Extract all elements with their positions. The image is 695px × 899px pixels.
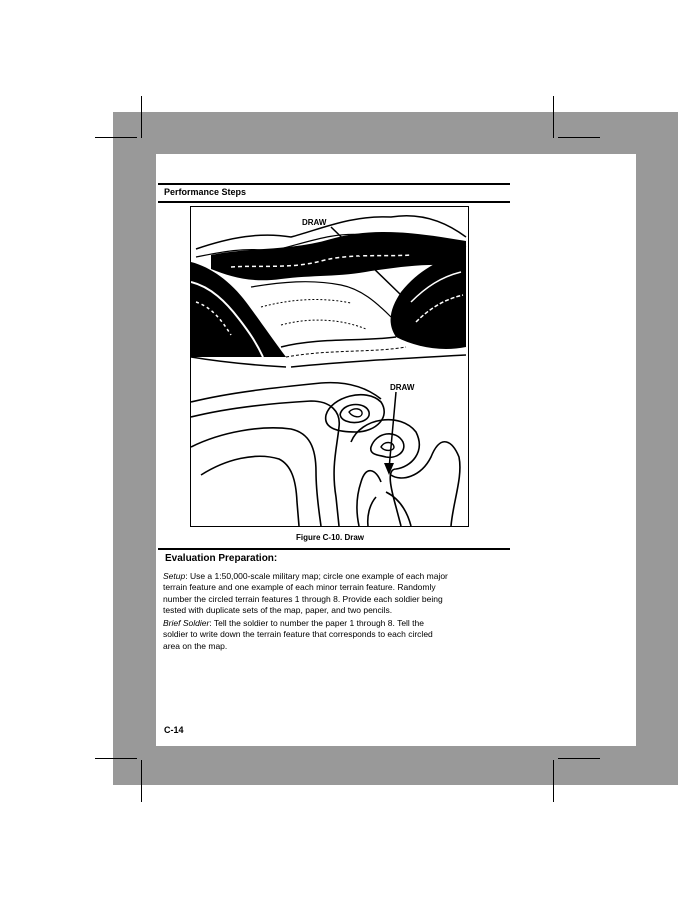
caption-rule [158, 548, 510, 550]
draw-label-bottom: DRAW [390, 383, 415, 392]
evaluation-title: Evaluation Preparation: [165, 553, 278, 564]
crop-mark [95, 137, 137, 138]
crop-mark [558, 758, 600, 759]
setup-paragraph [163, 571, 508, 616]
crop-mark [95, 758, 137, 759]
brief-soldier-text: : Tell the soldier to number the paper 1 through 8. Tell the soldier to write down the terrain feature that corresponds to each circled area on the map. [163, 618, 433, 651]
header-rule-top [158, 183, 510, 185]
brief-soldier-paragraph [163, 618, 508, 652]
header-rule-bottom [158, 201, 510, 203]
terrain-illustration [191, 207, 468, 526]
crop-mark [553, 760, 554, 802]
brief-soldier-lead: Brief Soldier [163, 618, 210, 628]
figure-caption: Figure C-10. Draw [295, 533, 364, 542]
setup-lead: Setup [163, 571, 186, 581]
setup-text: : Use a 1:50,000-scale military map; circle one example of each major terrain feature and one example of each minor terrain feature. Randomly number the circled terrain features 1 through 8. Provide each soldier being tested with duplicate sets of the map, paper, and two pencils. [163, 571, 448, 615]
crop-mark [558, 137, 600, 138]
figure-draw-illustration [190, 206, 469, 527]
crop-mark [141, 96, 142, 138]
draw-label-top: DRAW [302, 218, 327, 227]
crop-mark [553, 96, 554, 138]
page-number: C-14 [164, 725, 184, 735]
crop-mark [141, 760, 142, 802]
section-title: Performance Steps [164, 187, 247, 197]
